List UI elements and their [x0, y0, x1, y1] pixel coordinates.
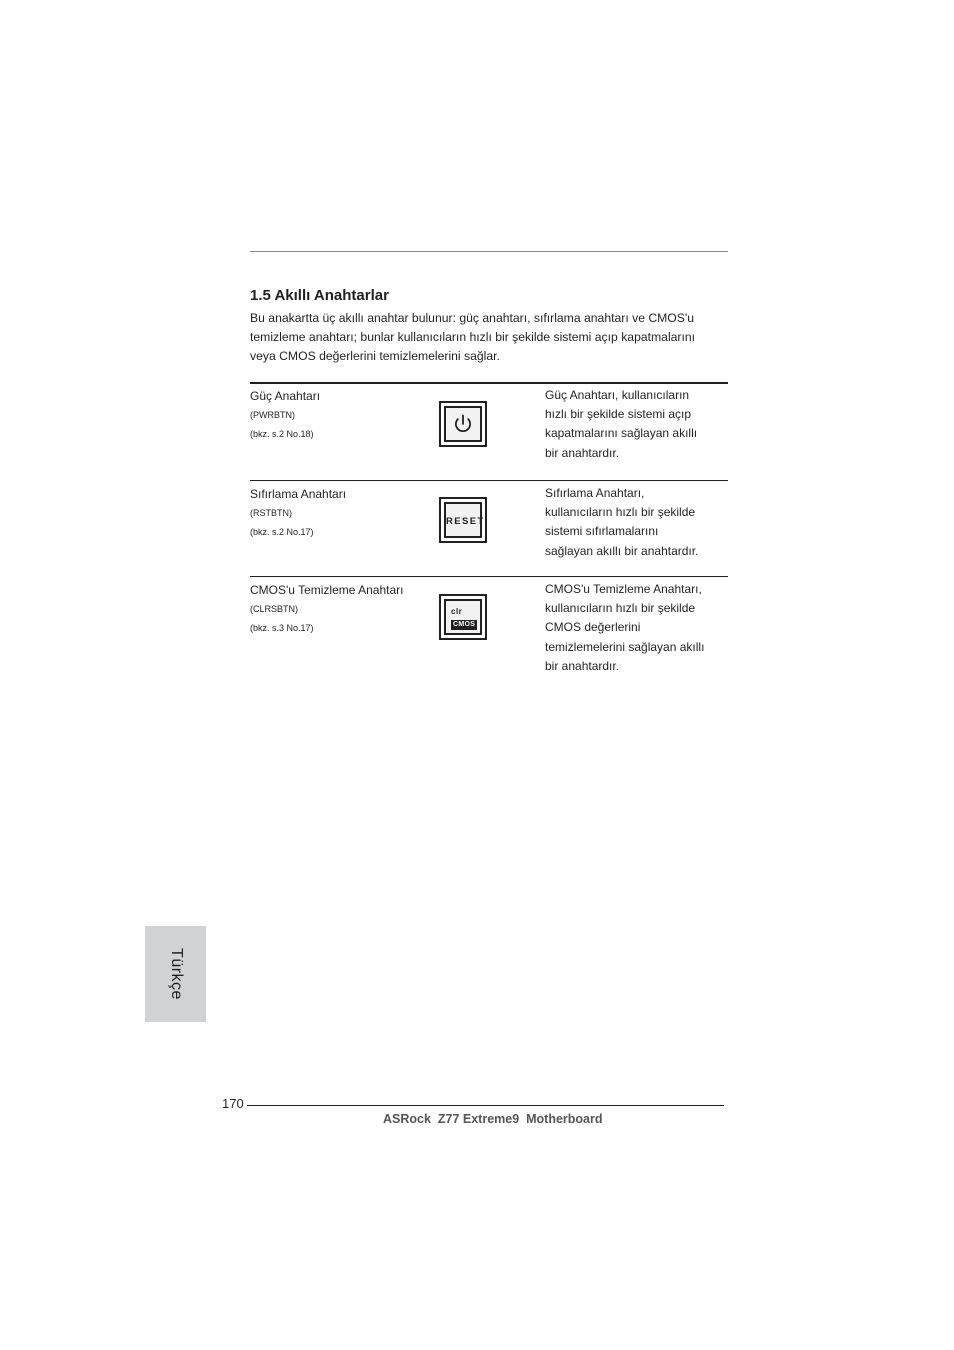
description-line: CMOS'u Temizleme Anahtarı,: [545, 582, 702, 596]
clr-label: clr: [451, 607, 463, 616]
switch-code: (CLRSBTN): [250, 604, 299, 614]
switch-ref: (bkz. s.2 No.17): [250, 527, 314, 537]
switch-code: (PWRBTN): [250, 410, 295, 420]
switch-name: Güç Anahtarı: [250, 389, 321, 403]
section-title: 1.5 Akıllı Anahtarlar: [250, 287, 389, 304]
description-line: temizlemelerini sağlayan akıllı: [545, 639, 705, 654]
power-symbol: [446, 408, 480, 440]
description-line: hızlı bir şekilde sistemi açıp: [545, 407, 692, 422]
row-divider: [250, 480, 728, 481]
language-tab: [145, 926, 206, 1022]
row-divider: [250, 576, 728, 577]
language-label: Türkçe: [167, 948, 185, 1000]
top-divider: [250, 251, 728, 252]
cmos-label: CMOS: [453, 621, 476, 628]
description-line: bir anahtardır.: [545, 445, 620, 460]
switch-ref: (bkz. s.3 No.17): [250, 623, 314, 633]
reset-icon: [439, 497, 487, 543]
description-line: sağlayan akıllı bir anahtardır.: [545, 543, 699, 558]
switch-description: [545, 580, 730, 676]
intro-line: temizleme anahtarı; bunlar kullanıcıların hızlı bir şekilde sistemi açıp kapatmalarını: [250, 330, 696, 344]
footer-brand: ASRock Z77 Extreme9 Motherboard: [383, 1112, 603, 1126]
switch-name: CMOS'u Temizleme Anahtarı: [250, 583, 404, 597]
switch-description: [545, 386, 730, 463]
intro-paragraph: [250, 309, 730, 366]
power-icon: [439, 401, 487, 447]
description-line: Güç Anahtarı, kullanıcıların: [545, 388, 690, 402]
clear-cmos-icon: [439, 594, 487, 640]
switch-name: Sıfırlama Anahtarı: [250, 487, 347, 501]
intro-line: veya CMOS değerlerini temizlemelerini sağlar.: [250, 349, 500, 363]
description-line: kapatmalarını sağlayan akıllı: [545, 426, 698, 441]
reset-icon-label: RESET: [446, 516, 485, 527]
switch-code: (RSTBTN): [250, 508, 292, 518]
description-line: kullanıcıların hızlı bir şekilde: [545, 601, 696, 616]
description-line: Sıfırlama Anahtarı,: [545, 486, 645, 500]
footer-divider: [247, 1105, 724, 1106]
table-top-rule: [250, 382, 728, 384]
intro-line: Bu anakartta üç akıllı anahtar bulunur: güç anahtarı, sıfırlama anahtarı ve CMOS'u: [250, 311, 695, 325]
description-line: kullanıcıların hızlı bir şekilde: [545, 505, 696, 520]
switch-description: [545, 484, 730, 561]
page-number: 170: [222, 1096, 244, 1111]
description-line: CMOS değerlerini: [545, 620, 641, 635]
description-line: sistemi sıfırlamalarını: [545, 524, 659, 539]
description-line: bir anahtardır.: [545, 658, 620, 673]
switch-ref: (bkz. s.2 No.18): [250, 429, 314, 439]
